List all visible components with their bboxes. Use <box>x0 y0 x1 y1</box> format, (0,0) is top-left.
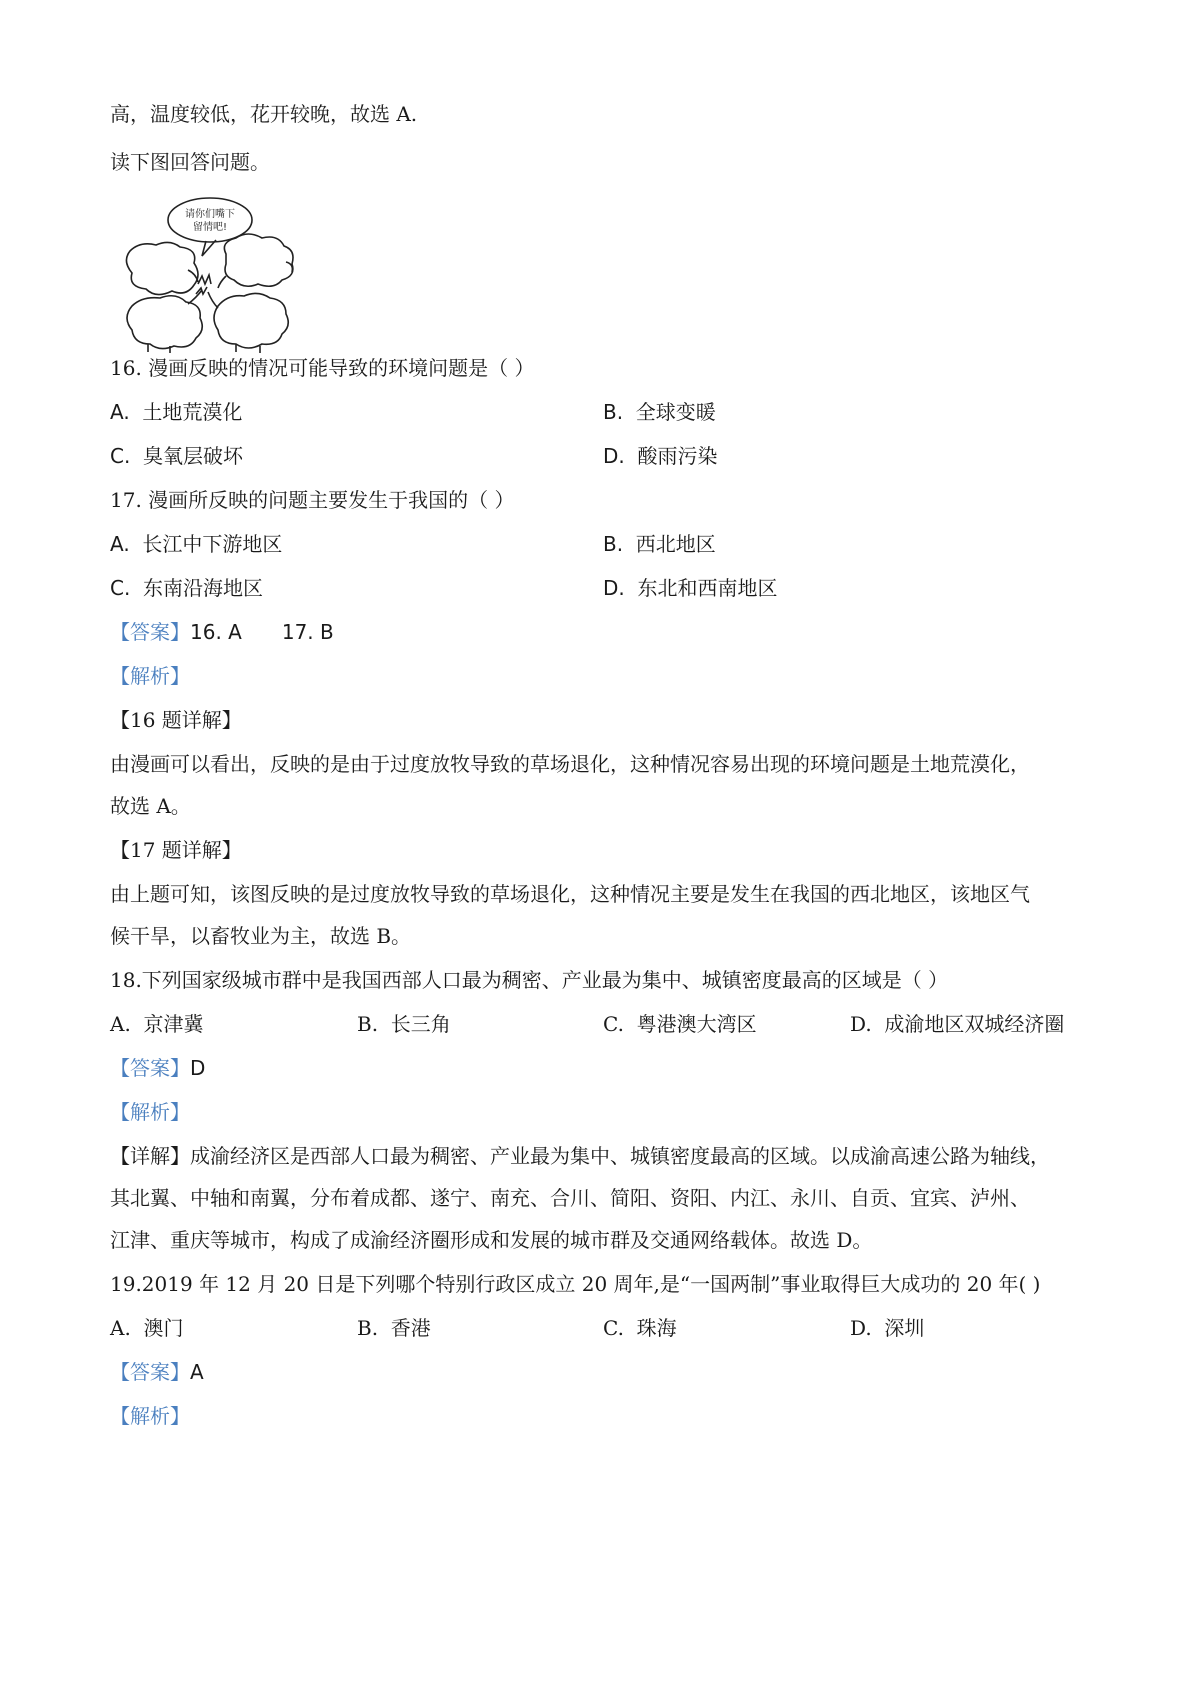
q19-stem: 19.2019 年 12 月 20 日是下列哪个特别行政区成立 20 周年,是“一国两制”事业取得巨大成功的 20 年( ) <box>110 1272 1041 1296</box>
answer-16-17 <box>110 618 334 646</box>
q17-stem: 17. 漫画所反映的问题主要发生于我国的（ ） <box>110 488 515 512</box>
q16-option-c: C. 臭氧层破坏 <box>110 444 244 468</box>
q18-detail-line-3: 江津、重庆等城市，构成了成渝经济圈形成和发展的城市群及交通网络载体。故选 D。 <box>110 1228 873 1252</box>
read-prompt: 读下图回答问题。 <box>110 150 270 174</box>
q16-option-a: A. 土地荒漠化 <box>110 400 243 424</box>
detail-17-title: 【17 题详解】 <box>110 838 242 862</box>
q18-stem: 18.下列国家级城市群中是我国西部人口最为稠密、产业最为集中、城镇密度最高的区域是（ ） <box>110 968 949 992</box>
detail-16-line-2: 故选 A。 <box>110 794 191 818</box>
q18-option-b: B. 长三角 <box>357 1012 451 1036</box>
detail-16-line-1: 由漫画可以看出，反映的是由于过度放牧导致的草场退化，这种情况容易出现的环境问题是土地荒漠化， <box>110 752 1030 776</box>
q19-option-d: D. 深圳 <box>850 1316 925 1340</box>
q17-option-a: A. 长江中下游地区 <box>110 532 283 556</box>
q19-option-c: C. 珠海 <box>603 1316 677 1340</box>
detail-17-line-2: 候干旱，以畜牧业为主，故选 B。 <box>110 924 412 948</box>
q18-analysis-tag: 【解析】 <box>110 1100 190 1124</box>
q18-option-c: C. 粤港澳大湾区 <box>603 1012 757 1036</box>
q19-option-a: A. 澳门 <box>110 1316 184 1340</box>
analysis-tag-16-17: 【解析】 <box>110 664 190 688</box>
q18-option-a: A. 京津冀 <box>110 1012 204 1036</box>
q17-option-b: B. 西北地区 <box>603 532 716 556</box>
q16-option-b: B. 全球变暖 <box>603 400 716 424</box>
q18-answer: 【答案】D <box>110 1056 206 1080</box>
answer-tag: 【答案】 <box>110 620 190 644</box>
q19-analysis-tag: 【解析】 <box>110 1404 190 1428</box>
q19-answer: 【答案】A <box>110 1360 204 1384</box>
q17-option-d: D. 东北和西南地区 <box>603 576 778 600</box>
speech-line-2: 留情吧! <box>192 222 228 233</box>
q17-option-c: C. 东南沿海地区 <box>110 576 264 600</box>
grazing-sheep-cartoon <box>118 196 308 356</box>
q19-option-b: B. 香港 <box>357 1316 431 1340</box>
detail-17-line-1: 由上题可知，该图反映的是过度放牧导致的草场退化，这种情况主要是发生在我国的西北地区，该地区气 <box>110 882 1030 906</box>
speech-line-1: 请你们嘴下 <box>185 209 235 220</box>
q18-option-d: D. 成渝地区双城经济圈 <box>850 1012 1065 1036</box>
q18-detail-line-2: 其北翼、中轴和南翼，分布着成都、遂宁、南充、合川、简阳、资阳、内江、永川、自贡、宜宾、泸州、 <box>110 1186 1030 1210</box>
answer-16: 16. A <box>190 620 242 644</box>
answer-17: 17. B <box>281 620 334 644</box>
detail-16-title: 【16 题详解】 <box>110 708 242 732</box>
q16-option-d: D. 酸雨污染 <box>603 444 718 468</box>
previous-answer-tail: 高，温度较低，花开较晚，故选 A. <box>110 102 418 126</box>
q16-stem: 16. 漫画反映的情况可能导致的环境问题是（ ） <box>110 356 535 380</box>
q18-detail-line-1: 【详解】成渝经济区是西部人口最为稠密、产业最为集中、城镇密度最高的区域。以成渝高速公路为轴线， <box>110 1144 1050 1168</box>
